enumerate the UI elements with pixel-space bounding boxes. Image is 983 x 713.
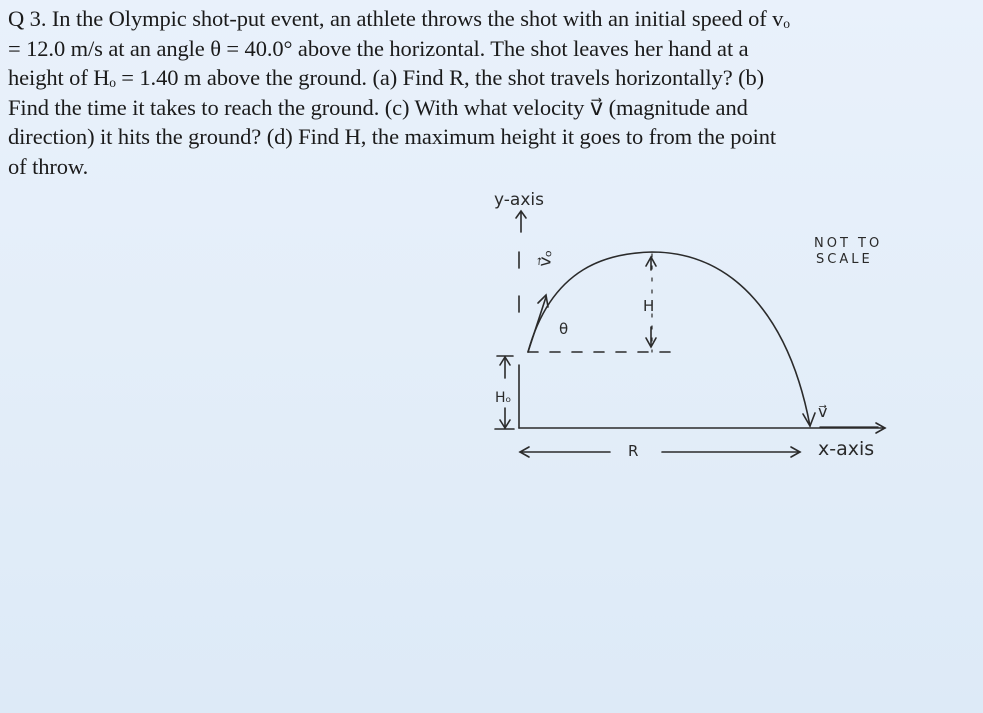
problem-line-6: of throw. xyxy=(8,153,89,179)
final-velocity-label: v⃗ xyxy=(818,402,828,421)
h0-label: Hₒ xyxy=(495,390,512,406)
not-to-scale-line2: SCALE xyxy=(816,252,873,267)
v0-label: v⃗ₒ xyxy=(535,248,557,268)
problem-line-3: height of Hₒ = 1.40 m above the ground. (a) Find R, the shot travels horizontally? (b) xyxy=(8,65,765,90)
not-to-scale-line1: NOT TO xyxy=(814,236,883,251)
r-label: R xyxy=(628,442,639,460)
problem-line-5: direction) it hits the ground? (d) Find H, the maximum height it goes to from the point xyxy=(8,124,777,149)
y-axis-label: y-axis xyxy=(494,190,544,210)
initial-velocity-arrow xyxy=(528,297,546,352)
theta-label: θ xyxy=(559,320,569,338)
x-axis-label: x-axis xyxy=(818,438,875,460)
problem-line-1: Q 3. In the Olympic shot-put event, an athlete throws the shot with an initial speed of vₒ xyxy=(8,6,790,31)
problem-line-4: Find the time it takes to reach the ground. (c) With what velocity v⃗ (magnitude and xyxy=(8,94,748,120)
trajectory-curve xyxy=(528,252,810,426)
h-label: H xyxy=(643,297,655,315)
problem-line-2: = 12.0 m/s at an angle θ = 40.0° above the horizontal. The shot leaves her hand at a xyxy=(8,35,749,61)
